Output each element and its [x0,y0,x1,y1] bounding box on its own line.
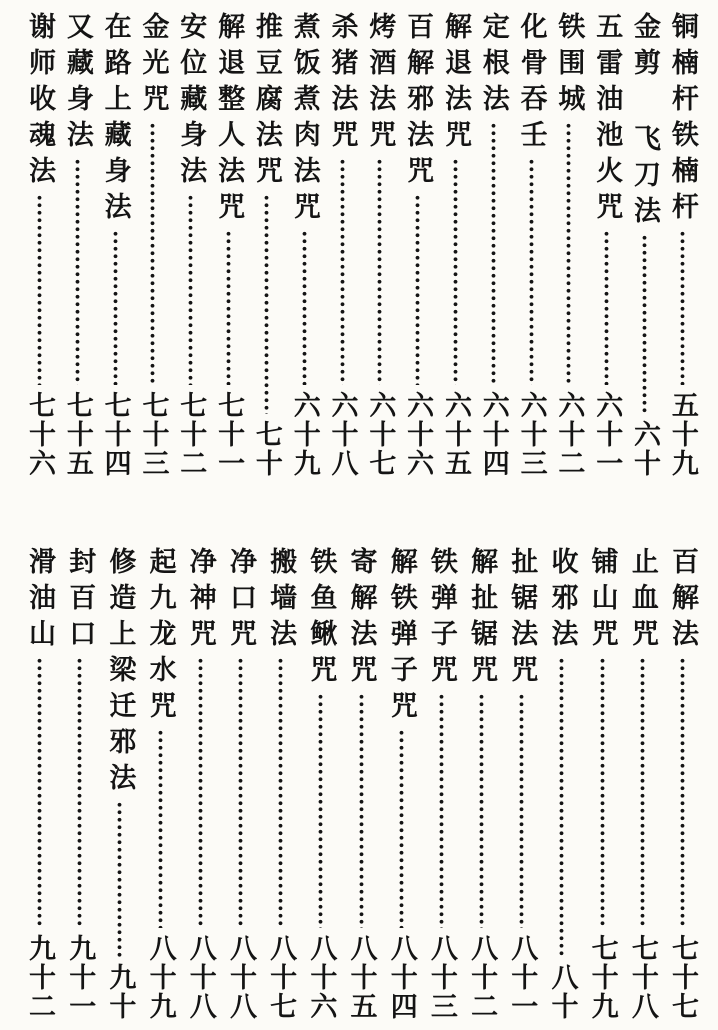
dotted-leader [593,230,620,385]
entry-page-number: 八十 [546,963,578,1021]
dotted-leader [669,657,696,928]
entry-page-number: 八十一 [506,934,538,1021]
entry-page-number: 八十六 [305,934,337,1021]
toc-entry [175,12,207,478]
dotted-leader [329,158,356,385]
entry-page-number: 六十八 [326,391,358,478]
entry-title: 铜楠杆铁楠杆 [666,12,698,228]
toc-entry [104,547,136,1021]
dotted-leader [147,729,174,928]
toc-entry [553,12,585,478]
entry-page-number: 八十八 [184,934,216,1021]
entry-title: 解退法咒 [439,12,471,156]
entry-page-number: 七十二 [175,391,207,478]
toc-entry [250,12,282,478]
dotted-leader [66,657,93,928]
entry-title: 铁弹子咒 [425,547,457,691]
entry-page-number: 八十七 [265,934,297,1021]
toc-entry [61,12,93,478]
dotted-leader [404,194,431,385]
entry-title: 百解法 [667,547,698,655]
dotted-leader [26,657,53,928]
entry-page-number: 八十三 [425,934,457,1021]
entry-title: 解扯锯咒 [466,547,498,691]
toc-entry [99,12,131,478]
dotted-leader [26,194,53,385]
toc-entry [626,547,658,1021]
dotted-leader [442,158,469,385]
entry-title: 烤酒法咒 [364,12,396,156]
toc-entry [546,547,578,1021]
entry-title: 推豆腐法咒 [250,12,282,192]
entry-page-number: 六十七 [364,391,396,478]
entry-title: 寄解法咒 [345,547,377,691]
toc-entry [26,12,53,478]
toc-entry [515,12,547,478]
entry-title: 净神咒 [184,547,216,655]
dotted-leader [548,657,575,957]
entry-title: 百解邪法咒 [402,12,434,192]
entry-page-number: 七十九 [586,934,618,1021]
toc-entry [184,547,216,1021]
entry-page-number: 六十五 [439,391,471,478]
entry-title: 收邪法 [546,547,578,655]
entry-page-number: 八十二 [466,934,498,1021]
toc-entry [591,12,623,478]
toc-entry [364,12,396,478]
dotted-leader [177,194,204,385]
dotted-leader [267,657,294,928]
entry-page-number: 六十四 [477,391,509,478]
entry-title: 谢师收魂法 [24,12,55,192]
dotted-leader [348,693,375,928]
entry-page-number: 五十九 [666,391,698,478]
dotted-leader [508,693,535,928]
entry-title: 安位藏身法 [175,12,207,192]
entry-page-number: 六十六 [402,391,434,478]
entry-title: 起九龙水咒 [144,547,176,727]
entry-title: 铁围城 [553,12,585,120]
toc-entry [213,12,245,478]
toc-section-top [26,12,696,478]
entry-title: 解铁弹子咒 [385,547,417,727]
entry-page-number: 九十一 [64,934,96,1021]
dotted-leader [215,230,242,385]
entry-page-number: 七十五 [61,391,93,478]
dotted-leader [291,230,318,385]
entry-page-number: 八十九 [144,934,176,1021]
dotted-leader [631,234,658,414]
toc-entry [506,547,538,1021]
dotted-leader [589,657,616,928]
dotted-leader [307,693,334,928]
dotted-leader [366,158,393,385]
dotted-leader [388,729,415,928]
dotted-leader [106,801,133,957]
toc-entry [439,12,471,478]
entry-page-number: 七十六 [24,391,55,478]
entry-title: 搬墙法 [265,547,297,655]
entry-page-number: 九十 [104,963,136,1021]
entry-title: 在路上藏身法 [99,12,131,228]
entry-page-number: 七十四 [99,391,131,478]
entry-page-number: 七十三 [137,391,169,478]
entry-page-number: 七十一 [213,391,245,478]
toc-entry [26,547,53,1021]
entry-title: 杀猪法咒 [326,12,358,156]
entry-title: 滑油山 [24,547,55,655]
entry-title: 净口咒 [224,547,256,655]
entry-title: 铺山咒 [586,547,618,655]
entry-page-number: 六十九 [288,391,320,478]
entry-title: 又藏身法 [61,12,93,156]
toc-entry [305,547,337,1021]
entry-title: 扯锯法咒 [506,547,538,691]
entry-page-number: 八十八 [224,934,256,1021]
entry-page-number: 七十 [250,420,282,478]
toc-entry [345,547,377,1021]
entry-title: 修造上梁迁邪法 [104,547,136,799]
entry-title: 定根法 [477,12,509,120]
entry-title: 解退整人法咒 [213,12,245,228]
toc-entry [669,547,696,1021]
entry-page-number: 六十一 [591,391,623,478]
entry-title: 金光咒 [137,12,169,120]
entry-page-number: 八十五 [345,934,377,1021]
toc-entry [265,547,297,1021]
entry-page-number: 六十二 [553,391,585,478]
toc-entry [477,12,509,478]
toc-entry [64,547,96,1021]
entry-title: 铁鱼鳅咒 [305,547,337,691]
toc-entry [137,12,169,478]
entry-title: 金剪 飞刀法 [629,12,660,232]
dotted-leader [669,230,696,385]
entry-title: 封百口 [64,547,96,655]
dotted-leader [428,693,455,928]
dotted-leader [480,122,507,385]
toc-entry [144,547,176,1021]
toc-entry [666,12,698,478]
entry-page-number: 八十四 [385,934,417,1021]
entry-title: 煮饭煮肉法咒 [288,12,320,228]
toc-entry [224,547,256,1021]
toc-entry [326,12,358,478]
toc-entry [466,547,498,1021]
dotted-leader [139,122,166,385]
dotted-leader [555,122,582,385]
toc-entry [631,12,658,478]
entry-page-number: 六十 [629,420,660,478]
toc-entry [385,547,417,1021]
entry-page-number: 九十二 [24,934,55,1021]
dotted-leader [253,194,280,414]
toc-section-bottom [26,547,696,1021]
entry-title: 五雷油池火咒 [591,12,623,228]
toc-entry [288,12,320,478]
dotted-leader [227,657,254,928]
toc-entry [425,547,457,1021]
entry-title: 化骨吞壬 [515,12,547,156]
toc-entry [586,547,618,1021]
dotted-leader [187,657,214,928]
dotted-leader [518,158,545,385]
entry-title: 止血咒 [626,547,658,655]
entry-page-number: 七十八 [626,934,658,1021]
entry-page-number: 七十七 [667,934,698,1021]
dotted-leader [629,657,656,928]
entry-page-number: 六十三 [515,391,547,478]
toc-entry [402,12,434,478]
dotted-leader [468,693,495,928]
dotted-leader [64,158,91,385]
dotted-leader [102,230,129,385]
